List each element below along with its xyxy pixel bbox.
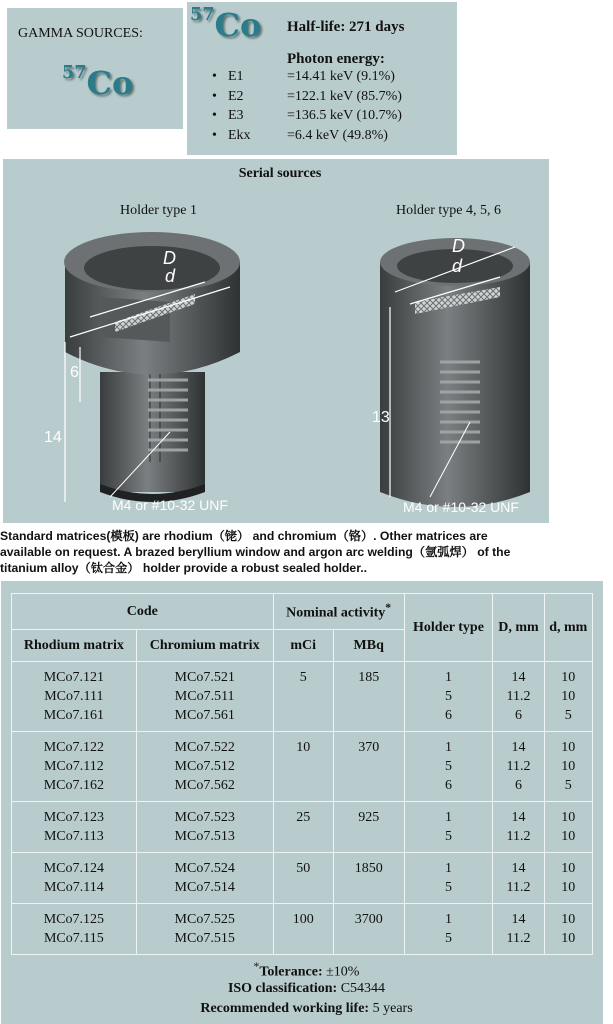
d-cell-value: 5 (564, 708, 572, 723)
diameter-D-label: D (163, 248, 176, 268)
D-cell-value: 14 (511, 861, 526, 876)
rhodium-cell (12, 904, 137, 955)
d-cell-value: 10 (561, 689, 576, 704)
holder-cell-value: 5 (444, 689, 452, 704)
holder-cell-value: 6 (444, 708, 452, 723)
holder-cell-value: 5 (444, 931, 452, 946)
holder1-title: Holder type 1 (120, 203, 197, 218)
holder-cell-value: 5 (444, 759, 452, 774)
rhodium-cell-value: MCo7.122 (43, 740, 105, 755)
table-row (12, 732, 593, 802)
d-mm-header: d, mm (544, 594, 592, 662)
d-cell-value: 10 (561, 829, 576, 844)
holder-cell-value: 1 (444, 861, 452, 876)
holder2-title: Holder type 4, 5, 6 (396, 203, 501, 218)
mbq-header: MBq (333, 630, 404, 662)
table-body (12, 662, 593, 955)
energy-label: Ekx (228, 128, 251, 143)
d-cell-value: 10 (561, 759, 576, 774)
rhodium-cell-value: MCo7.125 (43, 912, 105, 927)
photon-energy-label: Photon energy: (287, 51, 385, 67)
energy-value: =136.5 keV (10.7%) (287, 108, 402, 123)
mbq-cell: 370 (333, 732, 404, 802)
d-cell (544, 853, 592, 904)
rhodium-cell-value: MCo7.121 (43, 670, 105, 685)
chromium-cell-value: MCo7.561 (174, 708, 235, 723)
D-cell (493, 904, 544, 955)
rhodium-cell-value: MCo7.111 (44, 689, 104, 704)
D-cell-value: 14 (511, 740, 526, 755)
chromium-cell (136, 732, 273, 802)
rhodium-cell-value: MCo7.114 (43, 880, 104, 895)
iso-classification: ISO classification: C54344 (227, 981, 386, 996)
working-life: Recommended working life: 5 years (200, 1001, 413, 1016)
holder-cell (404, 853, 493, 904)
table-row (12, 802, 593, 853)
chromium-cell-value: MCo7.522 (174, 740, 235, 755)
d-cell-value: 10 (561, 861, 576, 876)
chromium-cell (136, 904, 273, 955)
chromium-cell (136, 662, 273, 732)
d-cell (544, 662, 592, 732)
rhodium-cell (12, 732, 137, 802)
height-13-label: 13 (372, 409, 390, 426)
chromium-cell-value: MCo7.511 (174, 689, 235, 704)
mci-header: mCi (273, 630, 333, 662)
holder-cell-value: 1 (444, 740, 452, 755)
chromium-cell-value: MCo7.513 (174, 829, 235, 844)
holder2-diagram (370, 222, 548, 522)
spec-table (11, 593, 593, 955)
energy-label: E3 (228, 108, 244, 123)
diameter-d-label: d (165, 266, 176, 286)
energy-value: =6.4 keV (49.8%) (287, 128, 388, 143)
rhodium-cell-value: MCo7.112 (43, 759, 104, 774)
mbq-cell: 3700 (333, 904, 404, 955)
chromium-cell (136, 853, 273, 904)
chromium-cell-value: MCo7.523 (174, 810, 235, 825)
D-cell-value: 11.2 (506, 759, 531, 774)
diameter-d-label: d (452, 256, 463, 276)
thread-label: M4 or #10-32 UNF (112, 497, 228, 513)
mci-cell: 10 (273, 732, 333, 802)
nominal-activity-header: Nominal activity* (273, 594, 404, 630)
mci-cell: 5 (273, 662, 333, 732)
mci-cell: 50 (273, 853, 333, 904)
d-cell-value: 10 (561, 740, 576, 755)
d-cell-value: 5 (564, 778, 572, 793)
description-line-1: Standard matrices(模板) are rhodium（铑） and chromium（铬）. Other matrices are (0, 529, 488, 543)
rhodium-cell (12, 662, 137, 732)
rhodium-cell-value: MCo7.124 (43, 861, 105, 876)
bullet-icon: • (212, 69, 217, 84)
chromium-cell-value: MCo7.514 (174, 880, 235, 895)
energy-value: =14.41 keV (9.1%) (287, 69, 395, 84)
chromium-cell-value: MCo7.512 (174, 759, 235, 774)
rhodium-cell (12, 802, 137, 853)
bullet-icon: • (212, 128, 217, 143)
rhodium-cell-value: MCo7.161 (43, 708, 105, 723)
rhodium-cell-value: MCo7.162 (43, 778, 105, 793)
D-cell-value: 11.2 (506, 931, 531, 946)
D-mm-header: D, mm (493, 594, 544, 662)
d-cell-value: 10 (561, 880, 576, 895)
chromium-cell-value: MCo7.521 (174, 670, 235, 685)
holder-cell-value: 5 (444, 880, 452, 895)
table-row (12, 904, 593, 955)
table-row (12, 853, 593, 904)
holder-cell (404, 802, 493, 853)
chromium-cell-value: MCo7.524 (174, 861, 235, 876)
thread-label: M4 or #10-32 UNF (403, 499, 519, 515)
holder-cell (404, 662, 493, 732)
D-cell (493, 802, 544, 853)
description-line-2: available on request. A brazed beryllium window and argon arc welding（氩弧焊） of the (0, 545, 511, 559)
D-cell (493, 662, 544, 732)
half-life: Half-life: 271 days (287, 19, 405, 35)
co57-logo: $^{57}$Co (62, 62, 134, 102)
mci-cell: 100 (273, 904, 333, 955)
holder-cell (404, 904, 493, 955)
height-14-label: 14 (44, 429, 62, 446)
mci-cell: 25 (273, 802, 333, 853)
d-cell-value: 10 (561, 810, 576, 825)
mbq-cell: 925 (333, 802, 404, 853)
mbq-cell: 1850 (333, 853, 404, 904)
D-cell-value: 14 (511, 810, 526, 825)
chromium-cell (136, 802, 273, 853)
holder-type-header: Holder type (404, 594, 493, 662)
d-cell-value: 10 (561, 912, 576, 927)
D-cell-value: 11.2 (506, 689, 531, 704)
chromium-cell-value: MCo7.562 (174, 778, 235, 793)
mbq-cell: 185 (333, 662, 404, 732)
chromium-header: Chromium matrix (136, 630, 273, 662)
description-line-3: titanium alloy（钛合金） holder provide a robust sealed holder.. (0, 561, 368, 575)
d-cell (544, 802, 592, 853)
height-6-label: 6 (70, 364, 79, 381)
energy-value: =122.1 keV (85.7%) (287, 89, 402, 104)
D-cell-value: 6 (515, 778, 522, 793)
chromium-cell-value: MCo7.525 (174, 912, 235, 927)
d-cell (544, 904, 592, 955)
holder-cell-value: 1 (444, 810, 452, 825)
bullet-icon: • (212, 89, 217, 104)
tolerance-note: *Tolerance: ±10% (253, 960, 360, 980)
rhodium-cell-value: MCo7.115 (43, 931, 104, 946)
D-cell (493, 853, 544, 904)
energy-label: E2 (228, 89, 244, 104)
gamma-sources-title: GAMMA SOURCES: (18, 26, 143, 41)
chromium-cell-value: MCo7.515 (174, 931, 235, 946)
D-cell-value: 14 (511, 912, 526, 927)
d-cell-value: 10 (561, 670, 576, 685)
holder-cell-value: 1 (444, 670, 452, 685)
bullet-icon: • (212, 108, 217, 123)
holder-cell-value: 5 (444, 829, 452, 844)
D-cell-value: 11.2 (506, 880, 531, 895)
holder-cell-value: 6 (444, 778, 452, 793)
serial-sources-title: Serial sources (238, 166, 322, 181)
rhodium-cell (12, 853, 137, 904)
rhodium-header: Rhodium matrix (12, 630, 137, 662)
d-cell (544, 732, 592, 802)
table-row (12, 662, 593, 732)
co57-logo-small: $^{57}$Co (190, 4, 262, 44)
holder-cell (404, 732, 493, 802)
D-cell (493, 732, 544, 802)
energy-label: E1 (228, 69, 244, 84)
d-cell-value: 10 (561, 931, 576, 946)
D-cell-value: 11.2 (506, 829, 531, 844)
holder-cell-value: 1 (444, 912, 452, 927)
rhodium-cell-value: MCo7.123 (43, 810, 105, 825)
diameter-D-label: D (452, 236, 465, 256)
D-cell-value: 6 (515, 708, 522, 723)
rhodium-cell-value: MCo7.113 (43, 829, 104, 844)
code-header: Code (12, 594, 274, 630)
holder1-diagram (30, 222, 285, 522)
D-cell-value: 14 (511, 670, 526, 685)
